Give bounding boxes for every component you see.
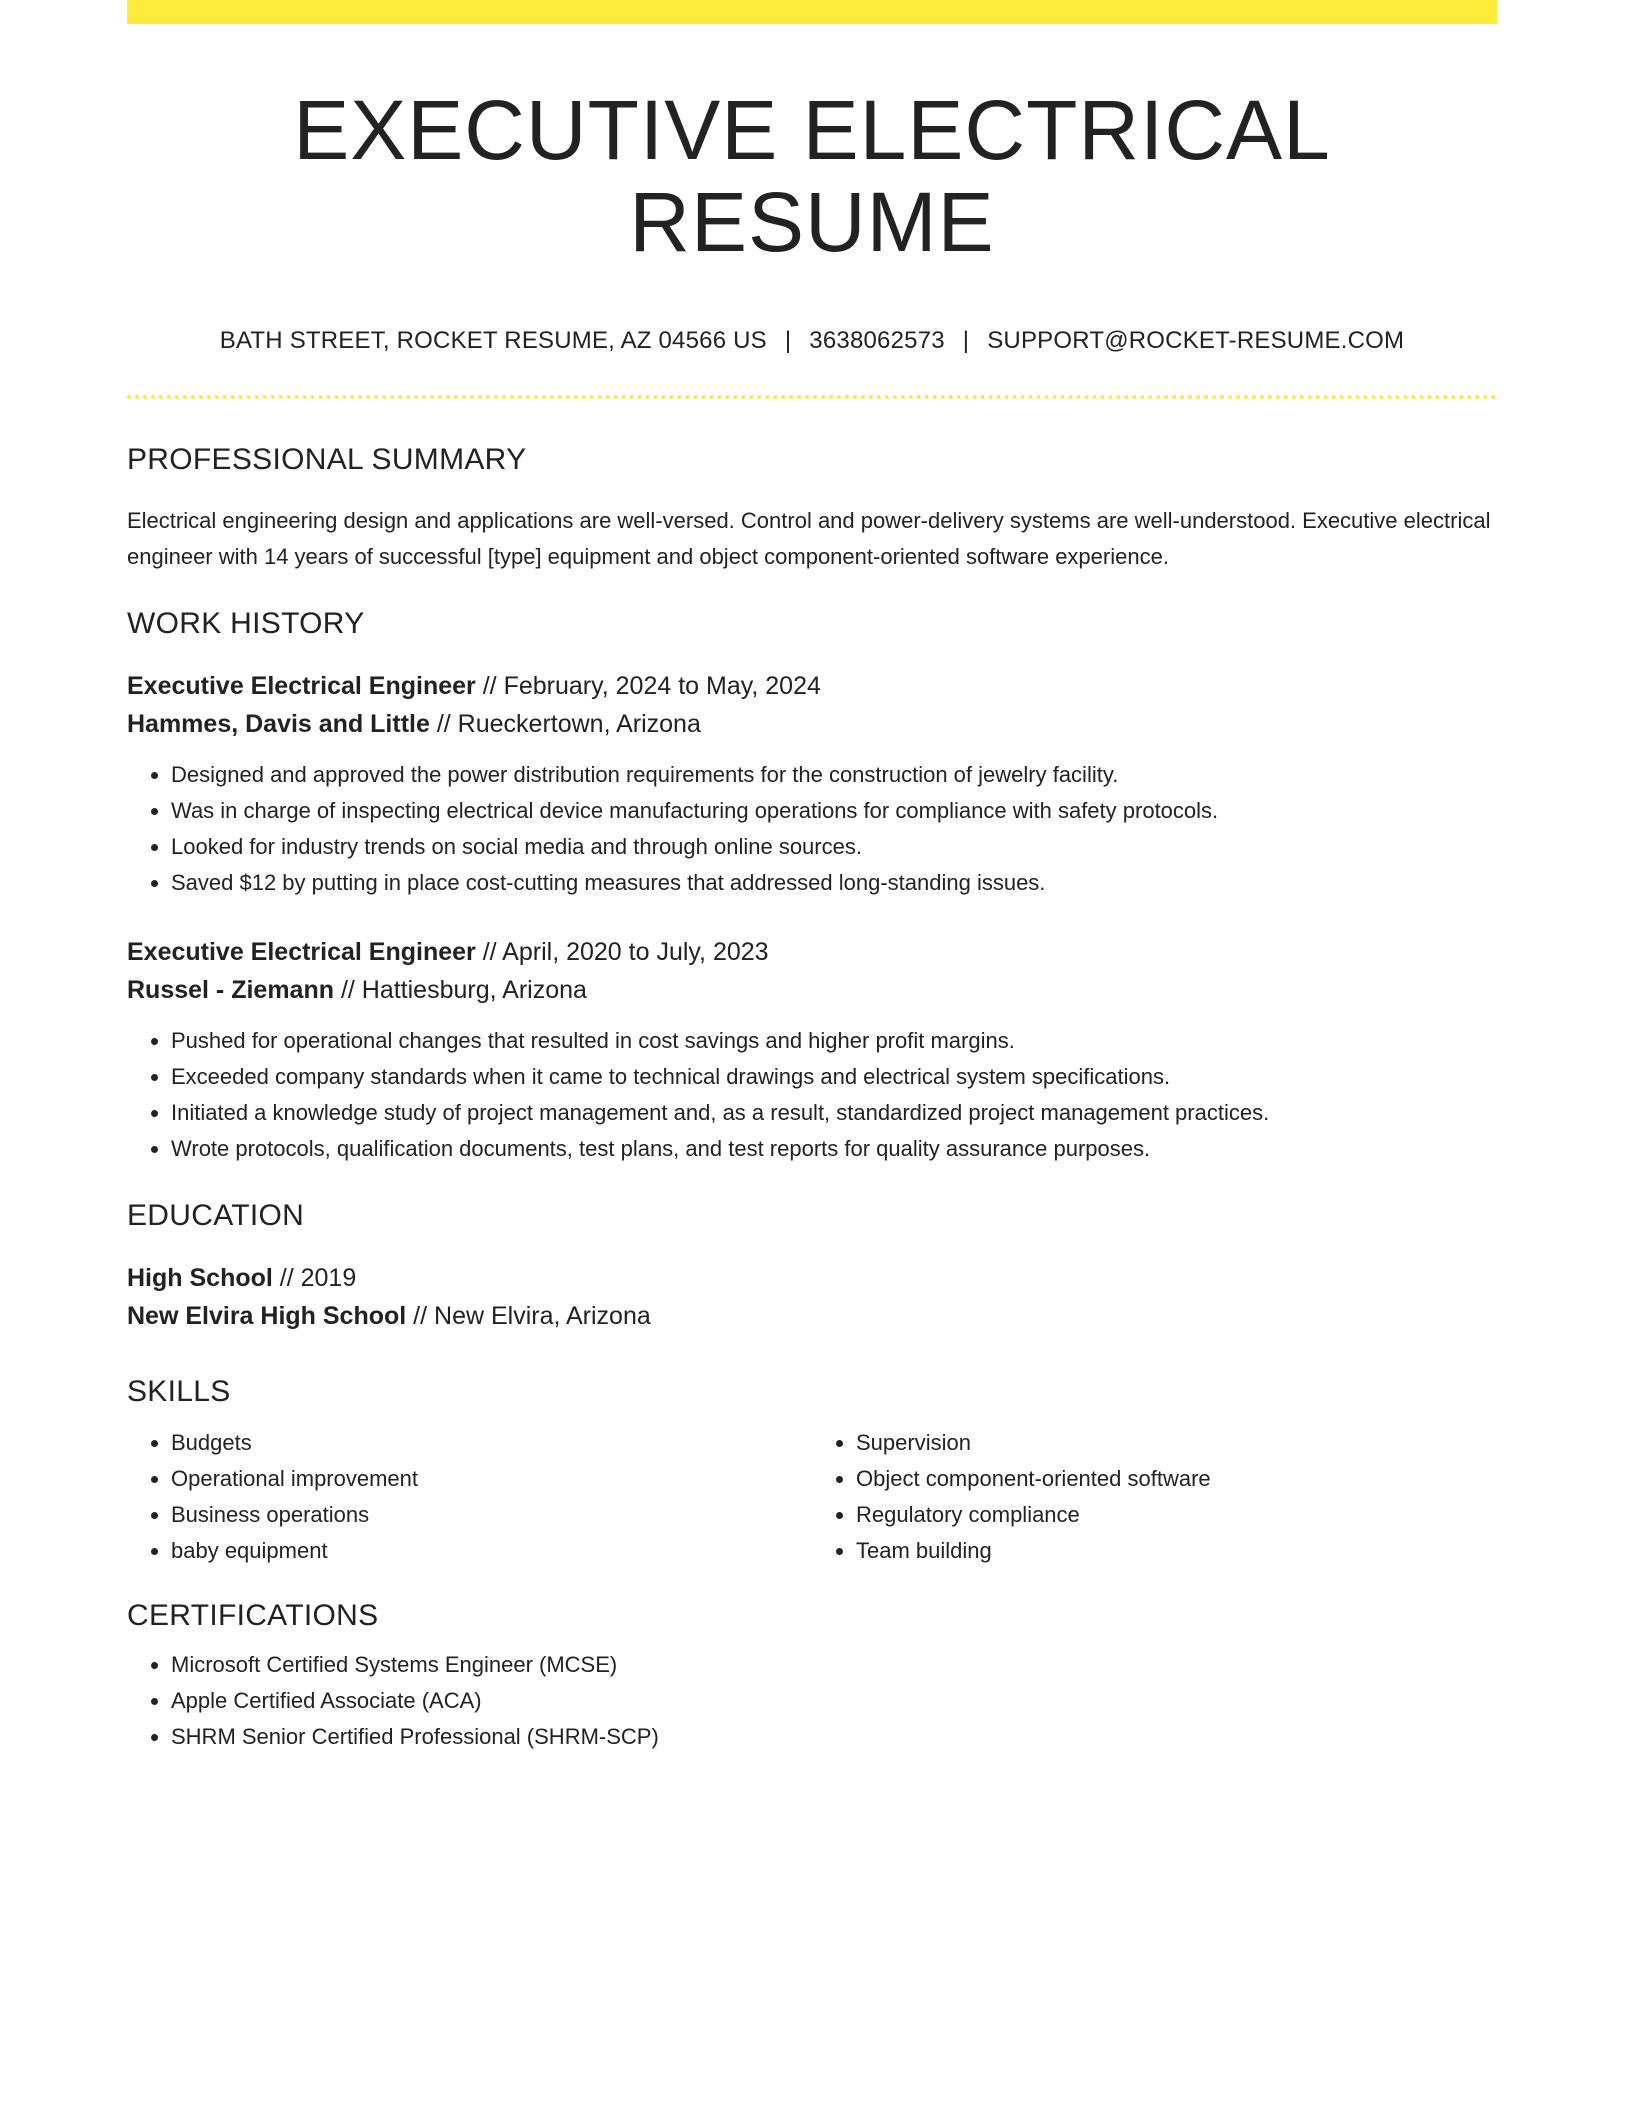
list-item: • Object component-oriented software [856,1461,1497,1497]
job-title-line [127,933,1497,971]
school-location: // New Elvira, Arizona [406,1301,651,1330]
job-location: // Hattiesburg, Arizona [334,975,587,1004]
job-entry [127,933,1497,1167]
list-item: • Exceeded company standards when it came to technical drawings and electrical system specifications. [171,1059,1497,1095]
work-history-heading: WORK HISTORY [127,606,365,640]
address: BATH STREET, ROCKET RESUME, AZ 04566 US [219,326,767,354]
dotted-divider [127,395,1497,399]
skills-column-right [812,1425,1497,1569]
resume-page [127,0,1497,1755]
summary-heading: PROFESSIONAL SUMMARY [127,442,527,476]
skills-heading: SKILLS [127,1374,231,1408]
list-item: • Operational improvement [171,1461,812,1497]
graduation-year: // 2019 [272,1263,357,1292]
accent-bar [127,0,1497,24]
skills-list [812,1425,1497,1569]
certifications-heading: CERTIFICATIONS [127,1598,379,1632]
resume-title: EXECUTIVE ELECTRICAL RESUME [293,83,1331,270]
list-item: • SHRM Senior Certified Professional (SHRM-SCP) [171,1719,1497,1755]
job-location: // Rueckertown, Arizona [429,709,701,738]
contact-line [127,327,1497,355]
list-item: • Initiated a knowledge study of project management and, as a result, standardized project management practices. [171,1095,1497,1131]
job-company: Russel - Ziemann [127,975,334,1004]
education-entry [127,1259,1497,1335]
list-item: • Regulatory compliance [856,1497,1497,1533]
separator: | [784,326,792,354]
skills-columns [127,1425,1497,1569]
summary-text: Electrical engineering design and applications are well-versed. Control and power-delivery systems are well-understood. Executive electrical engineer with 14 years of successful [type] equipment and object component-oriented software experience. [127,507,1491,569]
list-item: • Saved $12 by putting in place cost-cutting measures that addressed long-standing issues. [171,865,1497,901]
school-name: New Elvira High School [127,1301,407,1330]
list-item: • Designed and approved the power distribution requirements for the construction of jewelry facility. [171,757,1497,793]
phone: 3638062573 [809,326,945,354]
list-item: • baby equipment [171,1533,812,1569]
job-dates: // February, 2024 to May, 2024 [475,671,821,700]
job-entry [127,667,1497,901]
education-heading: EDUCATION [127,1198,305,1232]
list-item: • Microsoft Certified Systems Engineer (MCSE) [171,1647,1497,1683]
job-dates: // April, 2020 to July, 2023 [475,937,769,966]
degree: High School [127,1263,273,1292]
list-item: • Apple Certified Associate (ACA) [171,1683,1497,1719]
list-item: • Team building [856,1533,1497,1569]
separator: | [962,326,970,354]
job-company-line [127,971,1497,1009]
list-item: • Supervision [856,1425,1497,1461]
list-item: • Business operations [171,1497,812,1533]
list-item: • Looked for industry trends on social media and through online sources. [171,829,1497,865]
job-company: Hammes, Davis and Little [127,709,430,738]
job-bullets [127,757,1497,901]
certifications-list [127,1647,1497,1755]
job-title-line [127,667,1497,705]
list-item: • Wrote protocols, qualification documents, test plans, and test reports for quality assurance purposes. [171,1131,1497,1167]
list-item: • Budgets [171,1425,812,1461]
list-item: • Pushed for operational changes that resulted in cost savings and higher profit margins. [171,1023,1497,1059]
skills-list [127,1425,812,1569]
list-item: • Was in charge of inspecting electrical device manufacturing operations for compliance with safety protocols. [171,793,1497,829]
job-company-line [127,705,1497,743]
job-role: Executive Electrical Engineer [127,937,476,966]
skills-column-left [127,1425,812,1569]
email: SUPPORT@ROCKET-RESUME.COM [987,326,1405,354]
degree-line [127,1259,1497,1297]
school-line [127,1297,1497,1335]
job-bullets [127,1023,1497,1167]
job-role: Executive Electrical Engineer [127,671,476,700]
